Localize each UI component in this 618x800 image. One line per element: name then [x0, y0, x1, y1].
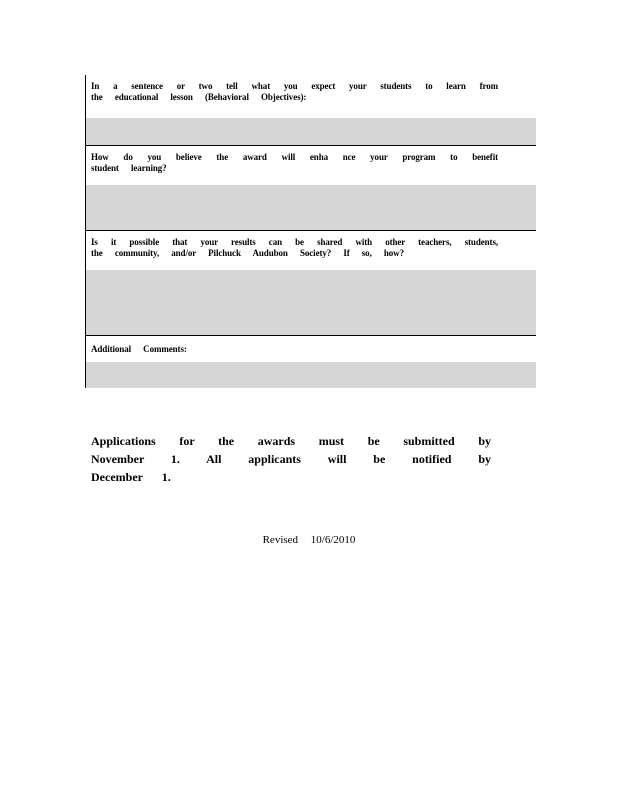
- additional-comments-field[interactable]: [86, 362, 536, 388]
- application-form: [85, 75, 536, 388]
- question-benefit-field[interactable]: [86, 185, 536, 230]
- revision-date: Revised 10/6/2010: [262, 534, 356, 546]
- additional-comments-label: Additional Comments:: [91, 344, 187, 354]
- submission-notice: Applications for the awards must be submitted by November 1. All applicants will be notified by December 1.: [91, 434, 491, 484]
- question-benefit-label: How do you believe the award will enha nce your program to benefit student learning?: [91, 152, 498, 173]
- question-sharing-field[interactable]: [86, 270, 536, 335]
- question-objectives-label: In a sentence or two tell what you expect your students to learn from the educational lesson (Behavioral Objectives):: [91, 81, 498, 102]
- question-objectives-field[interactable]: [86, 118, 536, 145]
- question-sharing-label: Is it possible that your results can be shared with other teachers, students, the community, and/or Pilchuck Audubon Society? If so, how?: [91, 237, 498, 258]
